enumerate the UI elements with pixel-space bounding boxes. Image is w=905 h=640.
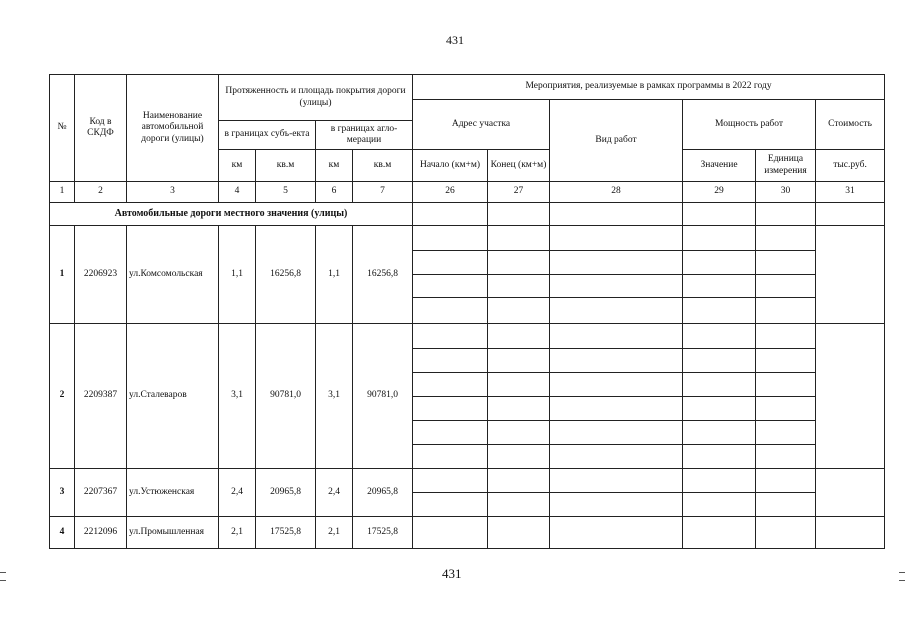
header-within-subject: в границах субъ-екта xyxy=(219,121,316,150)
row-4-no: 4 xyxy=(50,517,75,549)
row-4-km2: 2,1 xyxy=(316,517,353,549)
road-program-table xyxy=(49,74,885,549)
header-extent: Протяженность и площадь покрытия дороги (улицы) xyxy=(219,75,413,121)
row-2-sqm2: 90781,0 xyxy=(353,324,413,469)
header-start: Начало (км+м) xyxy=(413,150,488,182)
row-3-code: 2207367 xyxy=(75,469,127,517)
column-number: 5 xyxy=(256,182,316,203)
row-1-sqm2: 16256,8 xyxy=(353,226,413,324)
column-number: 31 xyxy=(816,182,885,203)
header-sqm-2: кв.м xyxy=(353,150,413,182)
header-work-capacity: Мощность работ xyxy=(683,100,816,150)
header-cost-unit: тыс.руб. xyxy=(816,150,885,182)
column-number: 7 xyxy=(353,182,413,203)
column-number: 29 xyxy=(683,182,756,203)
header-road-name: Наименование автомобильной дороги (улицы) xyxy=(127,75,219,182)
header-code: Код в СКДФ xyxy=(75,75,127,182)
column-number: 28 xyxy=(550,182,683,203)
row-3-no: 3 xyxy=(50,469,75,517)
row-2-code: 2209387 xyxy=(75,324,127,469)
header-km-2: км xyxy=(316,150,353,182)
crop-mark xyxy=(899,572,905,573)
row-3-km1: 2,4 xyxy=(219,469,256,517)
row-3-name: ул.Устюженская xyxy=(127,469,219,517)
header-km-1: км xyxy=(219,150,256,182)
column-number: 4 xyxy=(219,182,256,203)
page-number-top: 431 xyxy=(446,33,464,47)
row-1-code: 2206923 xyxy=(75,226,127,324)
row-1-name: ул.Комсомольская xyxy=(127,226,219,324)
header-work-type: Вид работ xyxy=(550,100,683,182)
row-4-km1: 2,1 xyxy=(219,517,256,549)
row-2-sqm1: 90781,0 xyxy=(256,324,316,469)
row-4-sqm2: 17525,8 xyxy=(353,517,413,549)
crop-mark xyxy=(899,580,905,581)
row-1-sqm1: 16256,8 xyxy=(256,226,316,324)
header-unit: Единица измерения xyxy=(756,150,816,182)
column-number: 26 xyxy=(413,182,488,203)
row-1-no: 1 xyxy=(50,226,75,324)
column-number: 1 xyxy=(50,182,75,203)
row-4-name: ул.Промышленная xyxy=(127,517,219,549)
row-4-sqm1: 17525,8 xyxy=(256,517,316,549)
row-3-km2: 2,4 xyxy=(316,469,353,517)
row-2-km2: 3,1 xyxy=(316,324,353,469)
page-number-bottom: 431 xyxy=(442,566,462,581)
header-within-agglomeration: в границах агло-мерации xyxy=(316,121,413,150)
column-number: 27 xyxy=(488,182,550,203)
column-number: 30 xyxy=(756,182,816,203)
row-3-sqm2: 20965,8 xyxy=(353,469,413,517)
row-1-km2: 1,1 xyxy=(316,226,353,324)
row-2-km1: 3,1 xyxy=(219,324,256,469)
header-end: Конец (км+м) xyxy=(488,150,550,182)
row-4-code: 2212096 xyxy=(75,517,127,549)
header-cost: Стоимость xyxy=(816,100,885,150)
header-section-address: Адрес участка xyxy=(413,100,550,150)
row-1-km1: 1,1 xyxy=(219,226,256,324)
section-title: Автомобильные дороги местного значения (улицы) xyxy=(50,203,413,226)
row-2-name: ул.Сталеваров xyxy=(127,324,219,469)
header-no: № xyxy=(50,75,75,182)
crop-mark xyxy=(0,580,6,581)
row-3-sqm1: 20965,8 xyxy=(256,469,316,517)
column-number: 6 xyxy=(316,182,353,203)
crop-mark xyxy=(0,572,6,573)
header-value: Значение xyxy=(683,150,756,182)
header-measures: Мероприятия, реализуемые в рамках программы в 2022 году xyxy=(413,75,885,100)
column-number: 3 xyxy=(127,182,219,203)
column-number: 2 xyxy=(75,182,127,203)
header-sqm-1: кв.м xyxy=(256,150,316,182)
row-2-no: 2 xyxy=(50,324,75,469)
